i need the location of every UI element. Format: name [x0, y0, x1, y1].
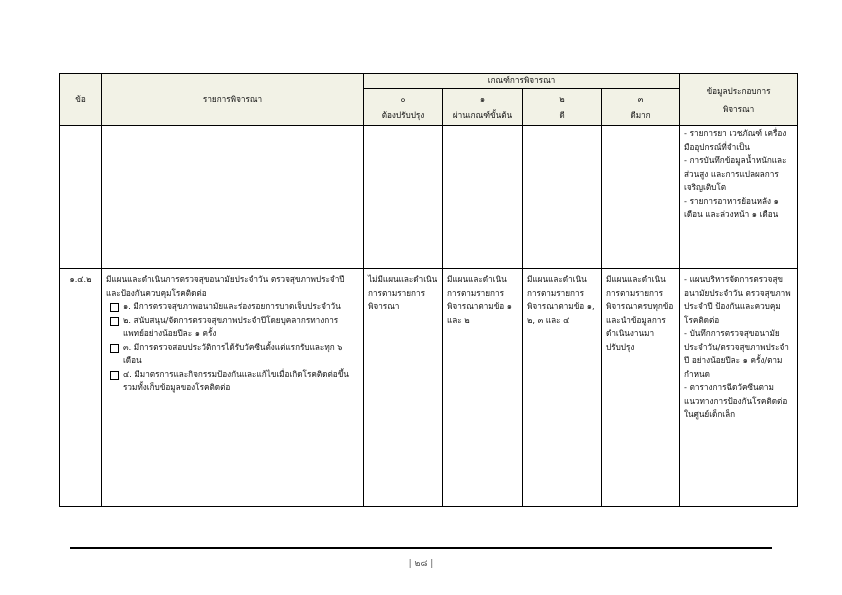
info-bullet: - รายการยา เวชภัณฑ์ เครื่องมืออุปกรณ์ที่จำเป็น [684, 128, 787, 152]
option-3: ๓. มีการตรวจสอบประวัติการได้รับวัคซีนตั้งแต่แรกรับและทุก ๖ เดือน [110, 341, 359, 368]
header-criteria: เกณฑ์การพิจารณา [364, 74, 680, 89]
checkbox-icon [110, 344, 119, 353]
item-cell [102, 269, 364, 507]
header-no: ข้อ [60, 74, 102, 126]
header-item: รายการพิจารณา [102, 74, 364, 126]
info-bullet: - การบันทึกข้อมูลน้ำหนักและส่วนสูง และการแปลผลการเจริญเติบโต [684, 155, 787, 192]
table-row-continued [60, 126, 798, 269]
info-cell-continued [680, 126, 798, 269]
level-3-cell: มีแผนและดำเนินการตามรายการพิจารณาครบทุกข้อและนำข้อมูลการดำเนินงานมาปรับปรุง [602, 269, 680, 507]
footer-divider [70, 547, 772, 549]
level-2-cell: มีแผนและดำเนินการตามรายการพิจารณาตามข้อ ๑, ๒, ๓ และ ๔ [523, 269, 602, 507]
info-bullet: - บันทึกการตรวจสุขอนามัยประจำวัน/ตรวจสุขภาพประจำปี อย่างน้อยปีละ ๑ ครั้ง/ตามกำหนด [684, 328, 789, 379]
item-number: ๑.๔.๒ [60, 269, 102, 507]
table-row [60, 269, 798, 507]
info-bullet: - ตารางการฉีดวัคซีนตามแนวทางการป้องกันโรคติดต่อในศูนย์เด็กเล็ก [684, 382, 788, 419]
option-2: ๒. สนับสนุน/จัดการตรวจสุขภาพประจำปีโดยบุคลากรทางการแพทย์อย่างน้อยปีละ ๑ ครั้ง [110, 314, 359, 341]
info-bullet: - รายการอาหารย้อนหลัง ๑ เดือน และล่วงหน้า ๑ เดือน [684, 195, 779, 219]
checkbox-icon [110, 303, 119, 312]
level-1-cell: มีแผนและดำเนินการตามรายการพิจารณาตามข้อ ๑ และ ๒ [443, 269, 523, 507]
checkbox-icon [110, 317, 119, 326]
level-0-cell: ไม่มีแผนและดำเนินการตามรายการพิจารณา [364, 269, 443, 507]
header-info: ข้อมูลประกอบการพิจารณา [680, 74, 798, 126]
header-level-2: ๒ ดี [523, 89, 602, 126]
checkbox-icon [110, 371, 119, 380]
option-1: ๑. มีการตรวจสุขภาพอนามัยและร่องรอยการบาดเจ็บประจำวัน [110, 300, 359, 314]
info-bullet: - แผนบริหารจัดการตรวจสุขอนามัยประจำวัน ตรวจสุขภาพประจำปี ป้องกันและควบคุมโรคติดต่อ [684, 274, 791, 325]
header-level-3: ๓ ดีมาก [602, 89, 680, 126]
criteria-table [59, 73, 798, 507]
page-number: | ๒๘ | [408, 559, 434, 569]
option-4: ๔. มีมาตรการและกิจกรรมป้องกันและแก้ไขเมื่อเกิดโรคติดต่อขึ้นรวมทั้งเก็บข้อมูลของโรคติดต่อ [110, 368, 359, 395]
info-cell [680, 269, 798, 507]
header-level-0: ๐ ต้องปรับปรุง [364, 89, 443, 126]
item-title: มีแผนและดำเนินการตรวจสุขอนามัยประจำวัน ตรวจสุขภาพประจำปี และป้องกันควบคุมโรคติดต่อ [106, 274, 345, 298]
header-level-1: ๑ ผ่านเกณฑ์ขั้นต้น [443, 89, 523, 126]
